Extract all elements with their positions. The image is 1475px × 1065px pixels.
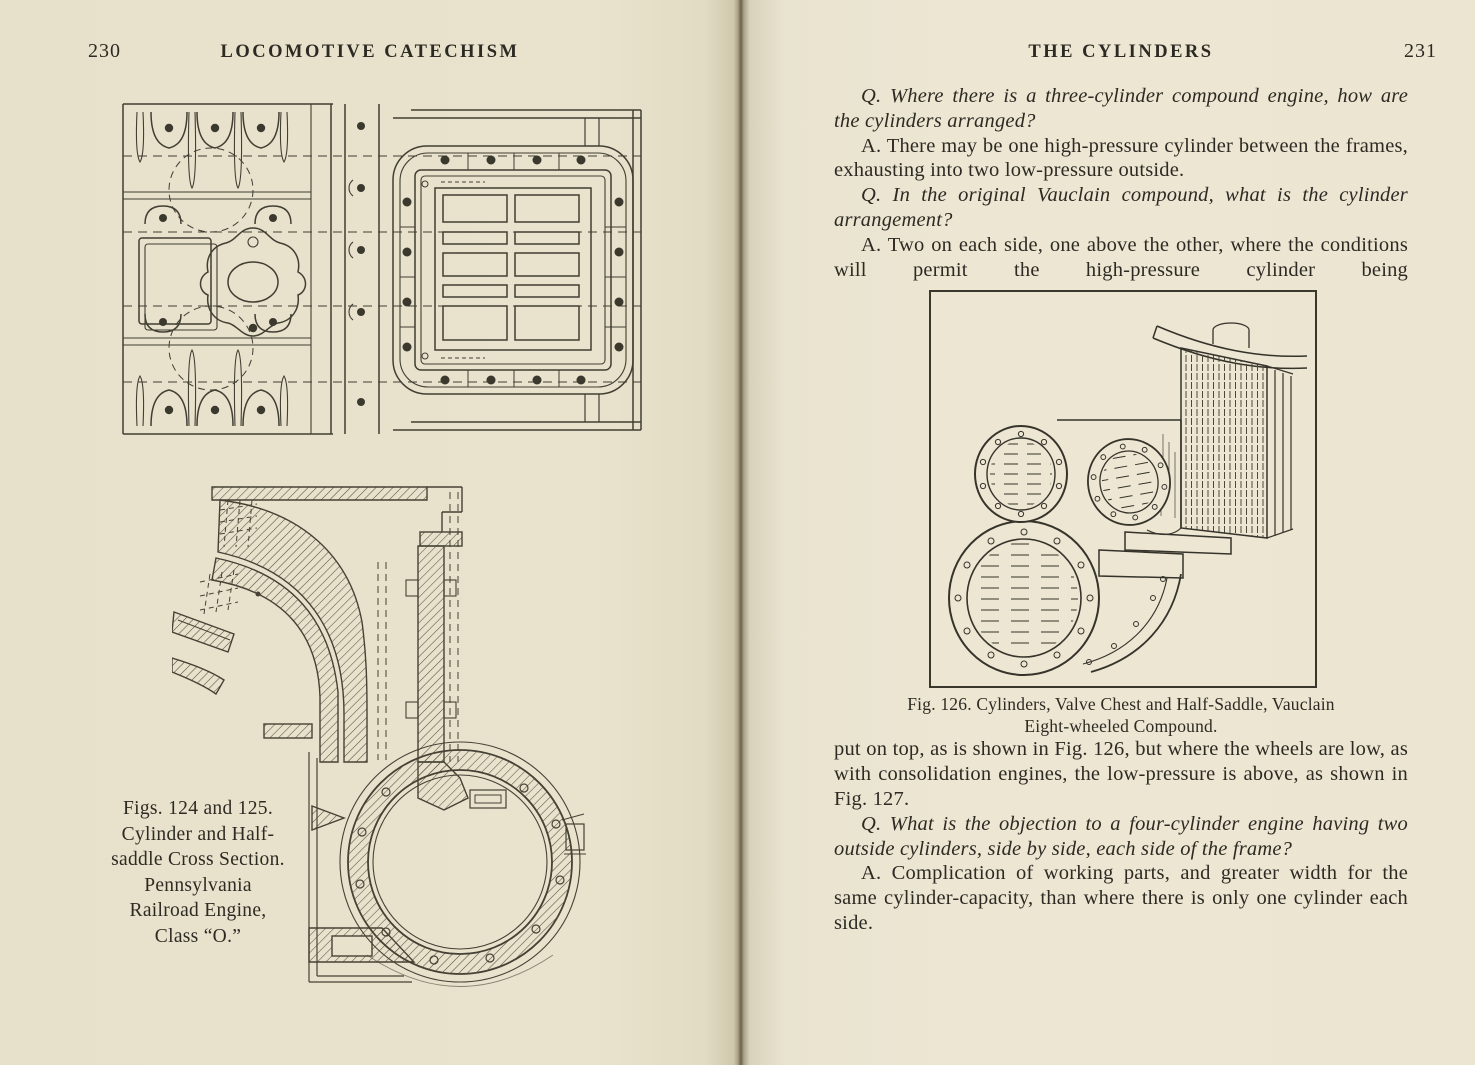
caption-line: Class “O.” <box>154 925 242 947</box>
qa-paragraph-2: A. There may be one high-pressure cylinder between the frames, exhausting into two low-pressure outside. <box>834 134 1408 182</box>
caption-line: saddle Cross Section. <box>111 849 285 870</box>
book-gutter <box>738 0 744 1065</box>
figure-126-caption-line2: Eight-wheeled Compound. <box>1024 715 1218 736</box>
figure-126-drawing <box>931 292 1315 686</box>
left-page-number: 230 <box>88 40 121 62</box>
qa-paragraph-7: A. Complication of working parts, and greater width for the same cylinder-capacity, than where there is only one cylinder each side. <box>834 862 1408 934</box>
caption-line: Pennsylvania <box>144 874 252 896</box>
right-running-title: THE CYLINDERS <box>1028 42 1214 62</box>
figure-126-caption-line1: Fig. 126. Cylinders, Valve Chest and Half-Saddle, Vauclain <box>907 694 1335 715</box>
left-running-title: LOCOMOTIVE CATECHISM <box>220 42 520 62</box>
qa-paragraph-4: A. Two on each side, one above the other, where the conditions will permit the high-pressure cylinder being <box>834 233 1408 281</box>
figure-124-plan-drawing <box>93 92 655 451</box>
right-page <box>741 0 1475 1065</box>
right-page-number: 231 <box>1404 40 1437 62</box>
figure-124-125-caption <box>70 796 326 949</box>
qa-paragraph-3: Q. In the original Vauclain compound, what is the cylinder arrangement? <box>834 184 1408 231</box>
figure-126-caption <box>834 694 1408 737</box>
caption-line: Cylinder and Half- <box>121 823 275 845</box>
qa-paragraph-6: Q. What is the objection to a four-cylinder engine having two outside cylinders, side by side, each side of the frame? <box>834 812 1408 860</box>
qa-paragraph-1: Q. Where there is a three-cylinder compound engine, how are the cylinders arranged? <box>834 85 1408 132</box>
figure-126-frame <box>929 290 1317 688</box>
qa-paragraph-5: put on top, as is shown in Fig. 126, but where the wheels are low, as with consolidation engines, the low-pressure is above, as shown in Fig. 127. <box>834 738 1408 810</box>
caption-line: Figs. 124 and 125. <box>122 798 274 819</box>
caption-line: Railroad Engine, <box>129 900 267 921</box>
right-page-body <box>834 84 1408 936</box>
